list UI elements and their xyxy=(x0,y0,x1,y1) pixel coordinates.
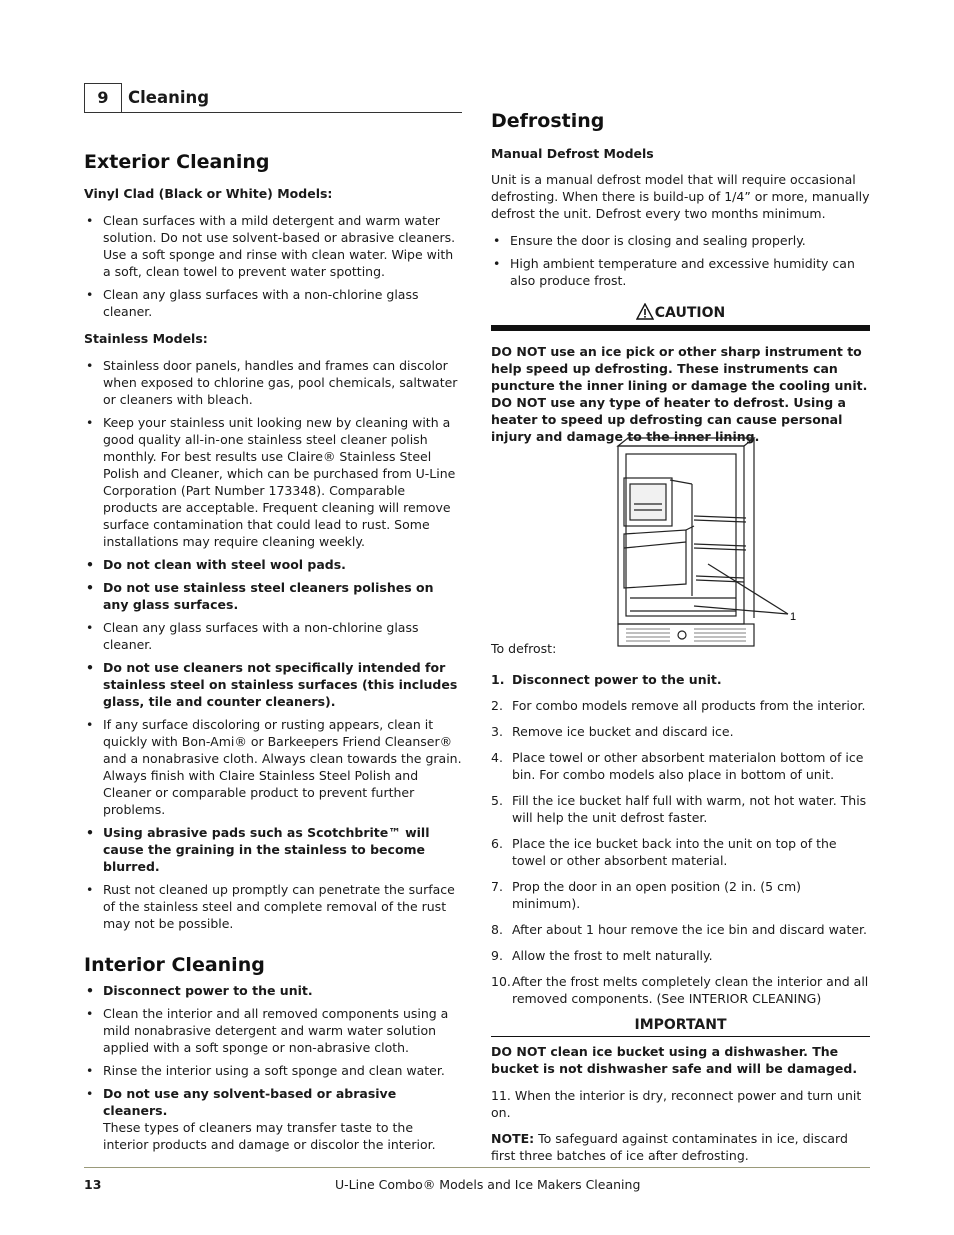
list-item: • Rust not cleaned up promptly can penetrate the surface of the stainless steel and complete removal of the rust may not be possible. xyxy=(84,881,462,932)
defrost-steps xyxy=(491,671,870,1007)
chapter-header xyxy=(84,82,462,113)
caution-label: CAUTION xyxy=(654,305,726,321)
important-header: IMPORTANT xyxy=(491,1017,870,1037)
list-item: • Do not use stainless steel cleaners polishes on any glass surfaces. xyxy=(84,579,462,613)
exterior-heading: Exterior Cleaning xyxy=(84,151,270,173)
page-number: 13 xyxy=(84,1177,102,1192)
list-item: • High ambient temperature and excessive humidity can also produce frost. xyxy=(491,255,870,289)
list-item: • If any surface discoloring or rusting appears, clean it quickly with Bon-Ami® or Barkeepers Friend Cleanser® and a nonabrasive cloth. Always clean towards the grain. Always finish with Claire Stainless Steel Polish and Cleaner or comparable product to prevent further problems. xyxy=(84,716,462,818)
list-item: • Keep your stainless unit looking new by cleaning with a good quality all-in-one stainless steel cleaner polish monthly. For best results use Claire® Stainless Steel Polish and Cleaner, which can be purchased from U-Line Corporation (Part Number 173348). Comparable products are acceptable. Frequent cleaning will remove surface contamination that could lead to rust. Some installations may require cleaning weekly. xyxy=(84,414,462,550)
chapter-title: Cleaning xyxy=(128,87,210,107)
to-defrost-label: To defrost: xyxy=(491,641,557,656)
list-item: • Ensure the door is closing and sealing properly. xyxy=(491,232,870,249)
vinyl-list xyxy=(84,212,462,320)
list-item: 8. After about 1 hour remove the ice bin and discard water. xyxy=(491,922,868,937)
note-text: To safeguard against contaminates in ice, discard first three batches of ice after defrosting. xyxy=(491,1131,848,1163)
caution-header xyxy=(491,303,870,331)
vinyl-subheading: Vinyl Clad (Black or White) Models: xyxy=(84,186,333,201)
list-item: 7. Prop the door in an open position (2 in. (5 cm) minimum). xyxy=(491,879,802,911)
list-item: 2. For combo models remove all products from the interior. xyxy=(491,698,866,713)
interior-warning-bold: Do not use any solvent-based or abrasive cleaners. xyxy=(103,1086,397,1118)
list-item: • Clean any glass surfaces with a non-chlorine glass cleaner. xyxy=(84,619,462,653)
defrost-list xyxy=(491,232,870,289)
list-item: • Using abrasive pads such as Scotchbrite™ will cause the graining in the stainless to become blurred. xyxy=(84,824,462,875)
list-item: • Disconnect power to the unit. xyxy=(84,982,462,999)
chapter-number: 9 xyxy=(84,83,122,112)
unit-illustration xyxy=(610,436,800,661)
list-item: 9. Allow the frost to melt naturally. xyxy=(491,948,713,963)
manual-defrost-subheading: Manual Defrost Models xyxy=(491,146,654,161)
list-item: • Do not use cleaners not specifically intended for stainless steel on stainless surfaces (this includes glass, tile and counter cleaners). xyxy=(84,659,462,710)
warning-icon xyxy=(636,303,654,320)
footer-rule xyxy=(84,1167,870,1168)
figure-callout: 1 xyxy=(790,611,797,623)
list-item: • Clean any glass surfaces with a non-chlorine glass cleaner. xyxy=(84,286,462,320)
interior-list xyxy=(84,982,462,1153)
list-item: 4. Place towel or other absorbent materialon bottom of ice bin. For combo models also place in bottom of unit. xyxy=(491,750,864,782)
list-item: 5. Fill the ice bucket half full with warm, not hot water. This will help the unit defrost faster. xyxy=(491,793,867,825)
important-text: DO NOT clean ice bucket using a dishwasher. The bucket is not dishwasher safe and will be damaged. xyxy=(491,1044,858,1076)
left-column xyxy=(84,82,462,1159)
interior-warning-text: These types of cleaners may transfer taste to the interior products and damage or discolor the interior. xyxy=(103,1120,436,1152)
list-item xyxy=(84,1085,462,1153)
stainless-subheading: Stainless Models: xyxy=(84,331,208,346)
stainless-list xyxy=(84,357,462,932)
list-item: 1. Disconnect power to the unit. xyxy=(491,672,722,687)
step-11: 11. When the interior is dry, reconnect power and turn unit on. xyxy=(491,1088,862,1120)
defrost-intro: Unit is a manual defrost model that will require occasional defrosting. When there is build-up of 1/4” or more, manually defrost the unit. Defrost every two months minimum. xyxy=(491,172,870,221)
note-label: NOTE: xyxy=(491,1131,535,1146)
footer-title: U-Line Combo® Models and Ice Makers Cleaning xyxy=(335,1177,641,1192)
list-item: • Clean surfaces with a mild detergent and warm water solution. Do not use solvent-based or abrasive cleaners. Use a soft sponge and rinse with clean water. Wipe with a soft, clean towel to prevent water spotting. xyxy=(84,212,462,280)
list-item: 3. Remove ice bucket and discard ice. xyxy=(491,724,734,739)
caution-text: DO NOT use an ice pick or other sharp instrument to help speed up defrosting. These instruments can puncture the inner lining or damage the cooling unit. DO NOT use any type of heater to defrost. Using a heater to speed up defrosting can cause personal injury and damage to the inner lining. xyxy=(491,344,868,444)
note xyxy=(491,1130,870,1164)
list-item: • Do not clean with steel wool pads. xyxy=(84,556,462,573)
list-item: • Stainless door panels, handles and frames can discolor when exposed to chlorine gas, pool chemicals, saltwater or cleaners with bleach. xyxy=(84,357,462,408)
list-item: • Clean the interior and all removed components using a mild nonabrasive detergent and warm water solution applied with a soft sponge or non-abrasive cloth. xyxy=(84,1005,462,1056)
defrosting-heading: Defrosting xyxy=(491,110,605,132)
list-item: • Rinse the interior using a soft sponge and clean water. xyxy=(84,1062,462,1079)
list-item: 10. After the frost melts completely clean the interior and all removed components. (See INTERIOR CLEANING) xyxy=(491,974,869,1006)
list-item: 6. Place the ice bucket back into the unit on top of the towel or other absorbent material. xyxy=(491,836,837,868)
interior-heading: Interior Cleaning xyxy=(84,954,265,976)
